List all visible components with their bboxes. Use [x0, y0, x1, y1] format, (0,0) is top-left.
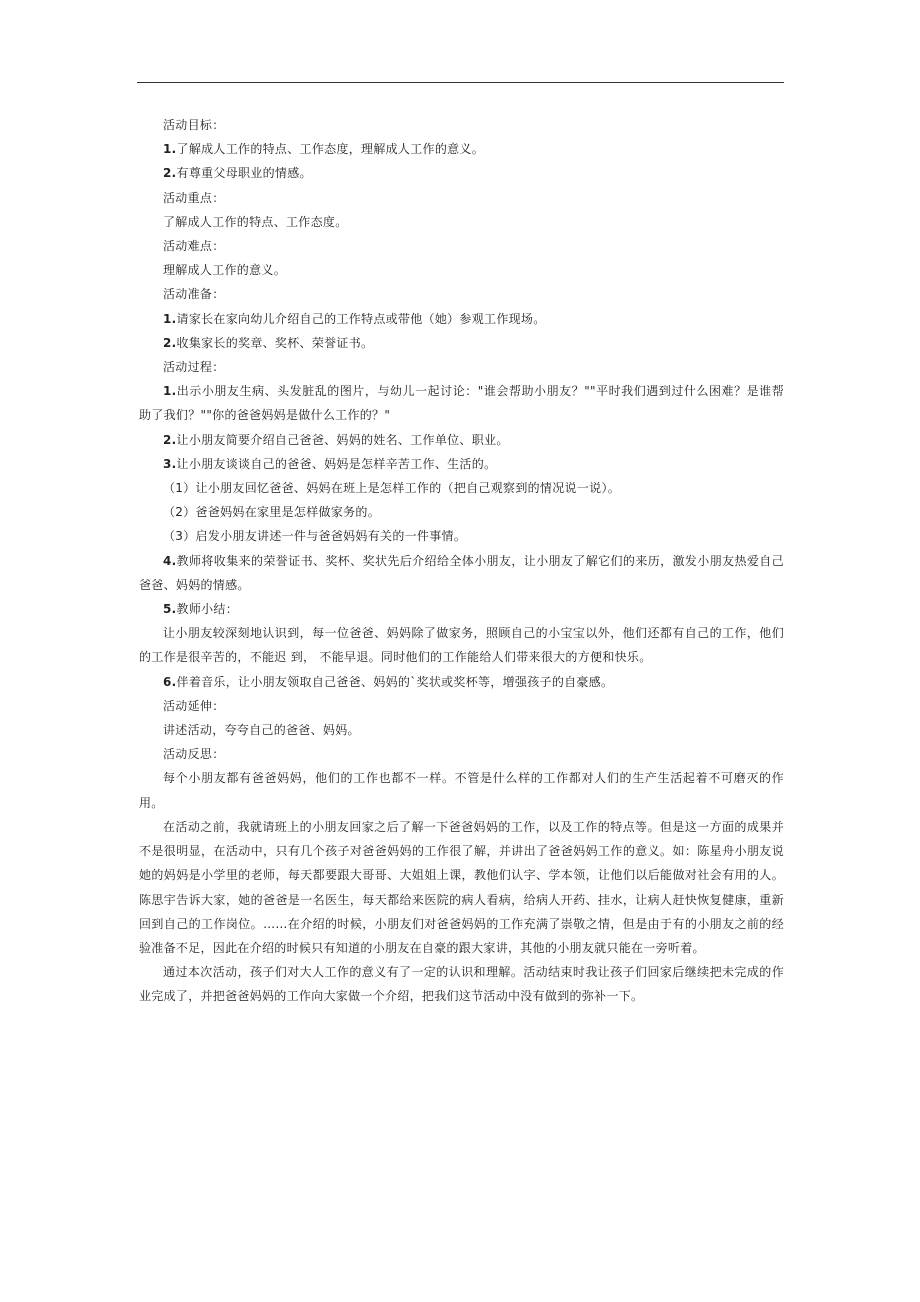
process-sub-3: （3）启发小朋友讲述一件与爸爸妈妈有关的一件事情。 [163, 529, 467, 544]
reflection-paragraph-2: 在活动之前，我就请班上的小朋友回家之后了解一下爸爸妈妈的工作，以及工作的特点等。但是这一方面的成果并不是很明显，在活动中，只有几个孩子对爸爸妈妈的工作很了解，并讲出了爸爸妈妈工作的意义。如：陈星舟小朋友说她的妈妈是小学里的老师，每天都要跟大哥哥、大姐姐上课，教他们认字、学本领，让他们以后能做对社会有用的人。陈思宇告诉大家，她的爸爸是一名医生，每天都给来医院的病人看病，给病人开药、挂水，让病人赶快恢复健康，重新回到自己的工作岗位。……在介绍的时候，小朋友们对爸爸妈妈的工作充满了崇敬之情，但是由于有的小朋友之前的经验准备不足，因此在介绍的时候只有知道的小朋友在自豪的跟大家讲，其他的小朋友就只能在一旁听着。 [139, 819, 784, 955]
process-item-4: 4.教师将收集来的荣誉证书、奖杯、奖状先后介绍给全体小朋友，让小朋友了解它们的来历，激发小朋友热爱自己爸爸、妈妈的情感。 [139, 553, 784, 592]
process-item-5-heading: 5.教师小结： [163, 602, 239, 617]
goal-item-2: 2.有尊重父母职业的情感。 [163, 166, 312, 181]
difficulty-text: 理解成人工作的意义。 [163, 263, 287, 278]
heading-goals: 活动目标： [163, 118, 225, 132]
heading-reflection: 活动反思： [163, 747, 225, 762]
reflection-paragraph-3: 通过本次活动，孩子们对大人工作的意义有了一定的认识和理解。活动结束时我让孩子们回家后继续把未完成的作业完成了，并把爸爸妈妈的工作向大家做一个介绍，把我们这节活动中没有做到的弥补一下。 [139, 965, 784, 1004]
extension-text: 讲述活动，夸夸自己的爸爸、妈妈。 [163, 723, 360, 738]
document-body [139, 113, 784, 1009]
process-item-2: 2.让小朋友简要介绍自己爸爸、妈妈的姓名、工作单位、职业。 [163, 432, 509, 447]
teacher-summary: 让小朋友较深刻地认识到，每一位爸爸、妈妈除了做家务，照顾自己的小宝宝以外，他们还都有自己的工作，他们的工作是很辛苦的，不能迟 到， 不能早退。同时他们的工作能给人们带来很大的方便和快乐。 [139, 626, 784, 665]
process-sub-2: （2）爸爸妈妈在家里是怎样做家务的。 [163, 505, 381, 520]
reflection-paragraph-1: 每个小朋友都有爸爸妈妈，他们的工作也都不一样。不管是什么样的工作都对人们的生产生活起着不可磨灭的作用。 [139, 771, 784, 810]
prep-item-2: 2.收集家长的奖章、奖杯、荣誉证书。 [163, 335, 374, 350]
process-sub-1: （1）让小朋友回忆爸爸、妈妈在班上是怎样工作的（把自己观察到的情况说一说）。 [163, 481, 621, 496]
heading-process: 活动过程： [163, 360, 225, 375]
focus-text: 了解成人工作的特点、工作态度。 [163, 214, 348, 229]
header-rule [137, 82, 784, 83]
prep-item-1: 1.请家长在家向幼儿介绍自己的工作特点或带他（她）参观工作现场。 [163, 311, 546, 326]
goal-item-1: 1.了解成人工作的特点、工作态度，理解成人工作的意义。 [163, 142, 485, 157]
process-item-1: 1.出示小朋友生病、头发脏乱的图片，与幼儿一起讨论："谁会帮助小朋友？""平时我们遇到过什么困难？是谁帮助了我们？""你的爸爸妈妈是做什么工作的？" [139, 384, 784, 423]
process-item-3: 3.让小朋友谈谈自己的爸爸、妈妈是怎样辛苦工作、生活的。 [163, 456, 497, 471]
heading-difficulty: 活动难点： [163, 239, 225, 254]
heading-focus: 活动重点： [163, 190, 225, 205]
process-item-6: 6.伴着音乐，让小朋友领取自己爸爸、妈妈的`奖状或奖杯等，增强孩子的自豪感。 [163, 674, 614, 689]
heading-extension: 活动延伸： [163, 698, 225, 713]
heading-preparation: 活动准备： [163, 287, 225, 302]
